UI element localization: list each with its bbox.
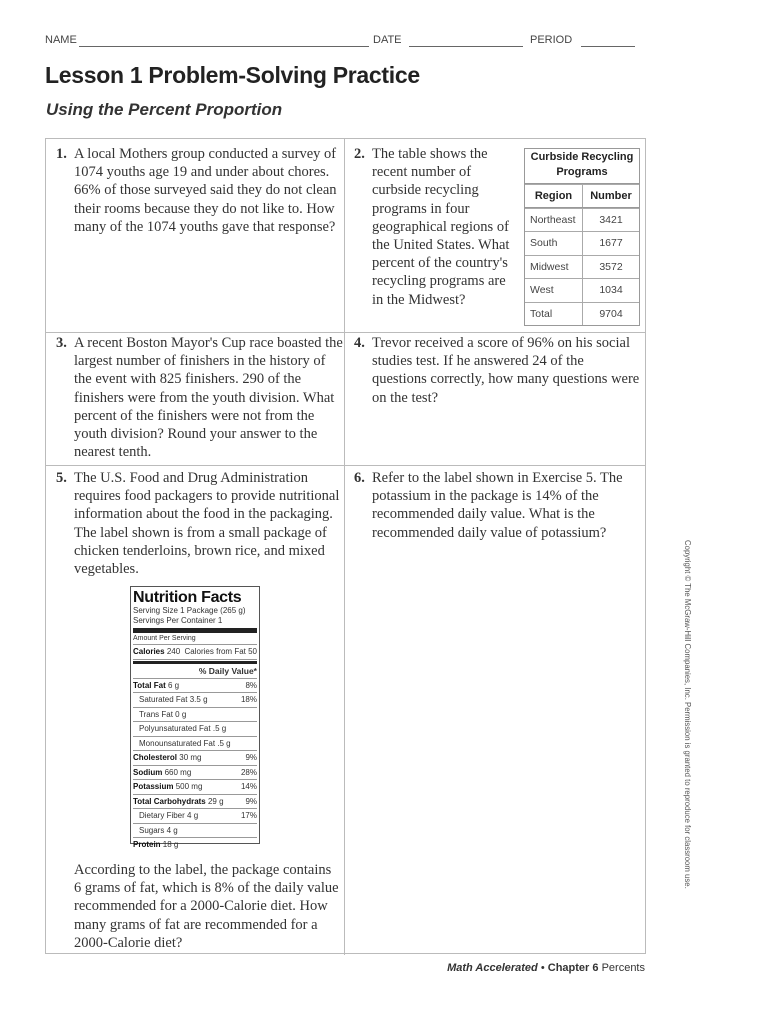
date-field-line [409, 46, 523, 47]
nutrient-amount: 29 g [207, 796, 224, 806]
calories-value: 240 [166, 647, 181, 656]
problem-5 [56, 469, 341, 578]
recycling-table [524, 148, 640, 326]
page-footer [447, 962, 645, 974]
column-header-number: Number [590, 190, 632, 202]
nutrient-amount: 4 g [187, 811, 199, 820]
nutrient-row [133, 780, 257, 795]
table-row [525, 255, 639, 279]
nutrient-name-amount [139, 708, 186, 722]
nutrient-label: Polyunsaturated Fat [139, 724, 211, 733]
grid-divider-vertical [344, 139, 345, 955]
problem-5-followup [56, 861, 341, 952]
nutrient-row [133, 824, 257, 839]
nutrient-rows [133, 679, 257, 852]
nutrient-amount: 660 mg [164, 767, 192, 777]
table-cell-number: 3572 [599, 260, 623, 273]
nutrient-row [133, 809, 257, 824]
table-cell-number: 3421 [599, 213, 623, 226]
table-cell-region: South [525, 232, 583, 255]
copyright-notice [682, 540, 694, 889]
problem-3 [56, 334, 343, 461]
nutrient-label: Trans Fat [139, 709, 173, 719]
table-cell-region: Midwest [525, 256, 583, 279]
table-cell-number: 9704 [599, 307, 623, 320]
table-header-row [525, 184, 639, 208]
nutrient-amount: 500 mg [175, 782, 203, 791]
table-cell-region: Northeast [525, 209, 583, 232]
table-row [525, 231, 639, 255]
problem-text: Refer to the label shown in Exercise 5. The potassium in the package is 14% of the recommended daily value. What is the recommended daily value of potassium? [372, 470, 623, 541]
nutrient-amount: 3.5 g [189, 695, 208, 704]
nutrient-name-amount [133, 679, 179, 693]
nutrient-name-amount [139, 824, 178, 838]
nutrient-row [133, 737, 257, 752]
nutrient-daily-value: 17% [240, 811, 257, 820]
problem-6 [354, 469, 640, 542]
table-cell-number: 1034 [599, 284, 623, 296]
nutrient-row [133, 722, 257, 737]
daily-value-header: % Daily Value* [133, 665, 257, 679]
nutrient-amount: .5 g [212, 724, 227, 733]
nutrient-name-amount [133, 766, 191, 780]
nutrient-daily-value: 14% [240, 782, 257, 791]
problem-number: 2. [354, 146, 365, 162]
grid-divider-row2 [46, 465, 645, 466]
nutrient-name-amount [133, 751, 201, 765]
nutrient-name-amount [133, 780, 202, 794]
divider-thick [133, 628, 257, 633]
nutrient-label: Total Fat [133, 680, 166, 690]
nutrient-row [133, 838, 257, 852]
calories-row [133, 645, 257, 660]
calories-label: Calories [133, 647, 165, 656]
problem-text: A local Mothers group conducted a survey of 1074 youths age 19 and under about chores. 66% of those surveyed said they do not clean their rooms because they do not like to. How many of the 1074 youths gave that response? [74, 146, 337, 235]
problem-4 [354, 334, 640, 407]
table-cell-region: Total [525, 303, 583, 326]
nutrient-label: Total Carbohydrats [133, 796, 206, 806]
problem-number: 3. [56, 335, 67, 351]
column-header-region: Region [525, 185, 583, 207]
problem-followup-text: According to the label, the package contains 6 grams of fat, which is 8% of the daily value recommended for a 2000-Calorie diet. How many grams of fat are recommended for a 2000-Calorie diet? [74, 862, 339, 951]
table-title: Curbside Recycling Programs [525, 149, 639, 184]
period-field-line [581, 46, 635, 47]
table-cell-region: West [525, 279, 583, 302]
nutrient-row [133, 708, 257, 723]
problem-text: The U.S. Food and Drug Administration requires food packagers to provide nutritional information about the food in the packaging. The label shown is from a small package of chicken tenderloins, brown rice, and mixed vegetables. [74, 470, 340, 578]
nutrient-daily-value: 8% [245, 680, 257, 690]
problem-text: A recent Boston Mayor's Cup race boasted the largest number of finishers in the history of the event with 825 finishers. 290 of the finishers were from the youth division. What percent of the finishers were not from the youth division? Round your answer to the nearest tenth. [74, 335, 343, 461]
nutrient-row [133, 751, 257, 766]
nutrient-label: Sodium [133, 767, 163, 777]
nutrient-label: Cholesterol [133, 753, 178, 762]
nutrient-row [133, 693, 257, 708]
nutrient-name-amount [139, 722, 226, 736]
problem-text: Trevor received a score of 96% on his social studies test. If he answered 24 of the questions correctly, how many questions were on the test? [372, 335, 640, 406]
problem-text: The table shows the recent number of curbside recycling programs in four geographical regions of the United States. What percent of the country's recycling programs are in the Midwest? [372, 146, 510, 308]
nutrient-name-amount [139, 809, 198, 823]
nutrient-label: Dietary Fiber [139, 811, 185, 820]
nutrient-row [133, 795, 257, 810]
nutrient-amount: 18 g [162, 840, 179, 849]
nutrient-name-amount [139, 737, 231, 751]
nutrient-daily-value: 28% [240, 767, 257, 777]
nutrient-amount: 4 g [166, 825, 178, 835]
nutrient-daily-value: 9% [245, 796, 257, 806]
nutrient-label: Saturated Fat [139, 695, 188, 704]
nutrient-label: Sugars [139, 825, 165, 835]
nutrient-amount: .5 g [217, 738, 231, 748]
problem-number: 4. [354, 335, 365, 351]
nutrient-daily-value: 18% [240, 695, 257, 704]
page-subtitle: Using the Percent Proportion [46, 100, 283, 119]
footer-course: Math Accelerated [447, 962, 538, 974]
nutrient-row [133, 766, 257, 781]
table-row [525, 208, 639, 232]
footer-bullet: • [540, 962, 545, 974]
nutrient-row [133, 679, 257, 694]
period-label: PERIOD [530, 34, 573, 46]
problem-number: 6. [354, 470, 365, 486]
footer-topic: Percents [601, 962, 645, 974]
date-label: DATE [373, 34, 402, 46]
nutrient-name-amount [139, 693, 208, 707]
problem-1 [56, 145, 341, 236]
nutrient-amount: 0 g [175, 709, 187, 719]
nutrition-title: Nutrition Facts [133, 589, 242, 606]
table-row [525, 302, 639, 326]
table-row [525, 278, 639, 302]
divider-medium [133, 661, 257, 664]
nutrient-label: Monounsaturated Fat [139, 738, 216, 748]
problem-number: 5. [56, 470, 67, 486]
student-info-header [45, 34, 645, 50]
problem-number: 1. [56, 146, 67, 162]
nutrient-amount: 30 mg [179, 753, 202, 762]
nutrition-facts-label [130, 586, 260, 849]
name-label: NAME [45, 34, 77, 46]
nutrient-daily-value: 9% [245, 753, 257, 762]
name-field-line [79, 46, 369, 47]
nutrient-name-amount [133, 795, 224, 809]
grid-divider-row1 [46, 332, 645, 333]
copyright-text: Copyright © The McGraw-Hill Companies, Inc. Permission is granted to reproduce for classroom use. [683, 540, 692, 889]
nutrient-label: Protein [133, 840, 161, 849]
footer-chapter: Chapter 6 [547, 962, 599, 974]
nutrient-name-amount [133, 838, 178, 852]
page-title: Lesson 1 Problem-Solving Practice [45, 62, 420, 88]
calories-from-fat: Calories from Fat 50 [184, 647, 257, 656]
serving-size: Serving Size 1 Package (265 g) [133, 606, 246, 615]
amount-per-serving: Amount Per Serving [133, 634, 257, 645]
nutrient-amount: 6 g [167, 680, 180, 690]
servings-per-container: Servings Per Container 1 [133, 616, 223, 625]
table-cell-number: 1677 [599, 237, 623, 249]
nutrient-label: Potassium [133, 782, 174, 791]
problem-2 [354, 145, 514, 309]
